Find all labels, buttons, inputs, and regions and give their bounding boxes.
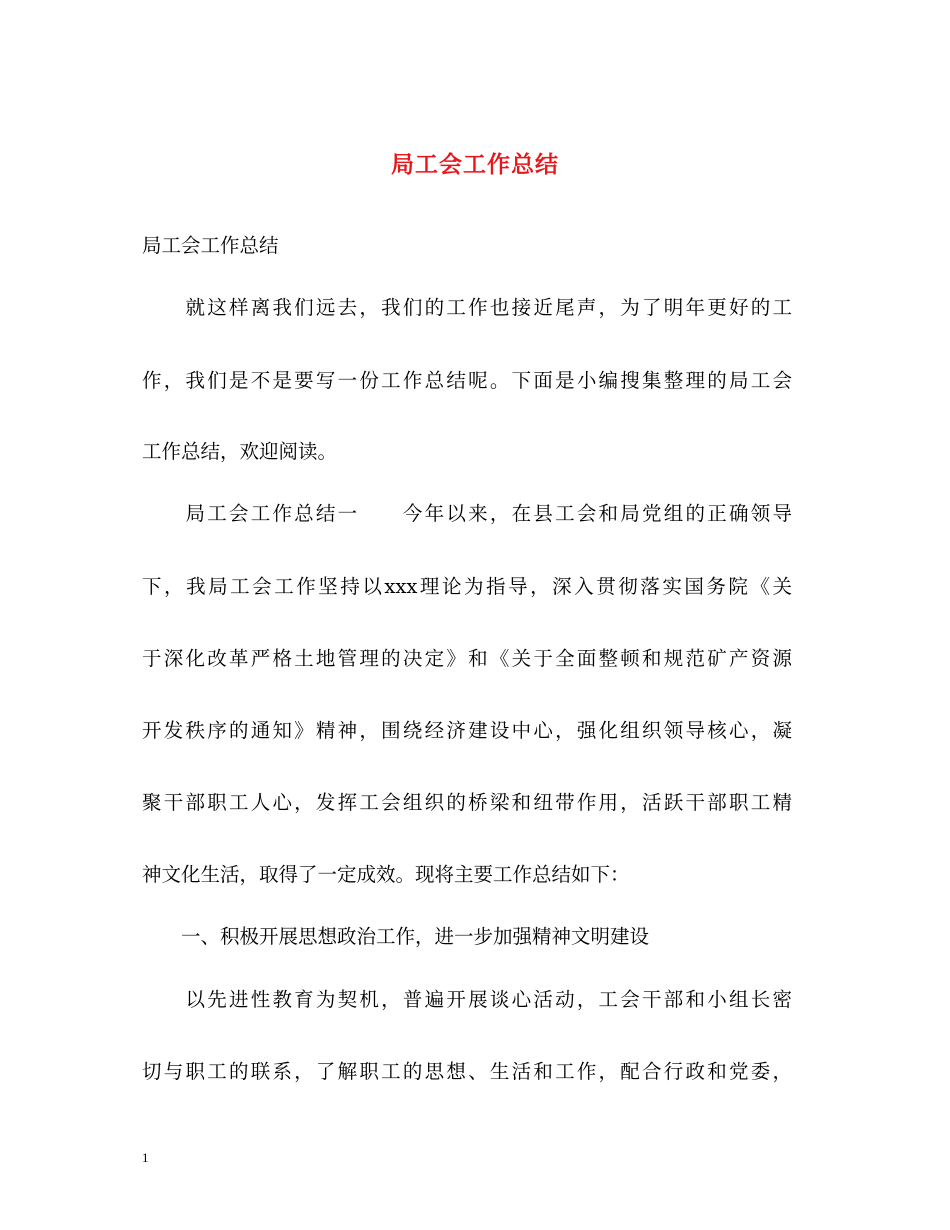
section-heading: 一、积极开展思想政治工作，进一步加强精神文明建设 [142, 925, 650, 948]
body-line: 局工会工作总结一 今年以来，在县工会和局党组的正确领导 [142, 502, 792, 525]
body-line: 局工会工作总结 [142, 234, 279, 257]
body-line: 工作总结，欢迎阅读。 [142, 440, 338, 463]
body-line: 作，我们是不是要写一份工作总结呢。下面是小编搜集整理的局工会 [142, 369, 792, 392]
body-line: 聚干部职工人心，发挥工会组织的桥梁和纽带作用，活跃干部职工精 [142, 791, 792, 814]
page-number: 1 [142, 1150, 149, 1165]
body-line: 下，我局工会工作坚持以xxx理论为指导，深入贯彻落实国务院《关 [142, 575, 792, 598]
body-line: 神文化生活，取得了一定成效。现将主要工作总结如下： [142, 863, 630, 886]
body-line: 开发秩序的通知》精神，围绕经济建设中心，强化组织领导核心，凝 [142, 719, 792, 742]
body-line: 切与职工的联系，了解职工的思想、生活和工作，配合行政和党委， [142, 1060, 792, 1083]
body-line: 就这样离我们远去，我们的工作也接近尾声，为了明年更好的工 [142, 296, 792, 319]
body-line: 于深化改革严格土地管理的决定》和《关于全面整顿和规范矿产资源 [142, 647, 792, 670]
document-title: 局工会工作总结 [391, 152, 559, 178]
body-line: 以先进性教育为契机，普遍开展谈心活动，工会干部和小组长密 [142, 988, 792, 1011]
